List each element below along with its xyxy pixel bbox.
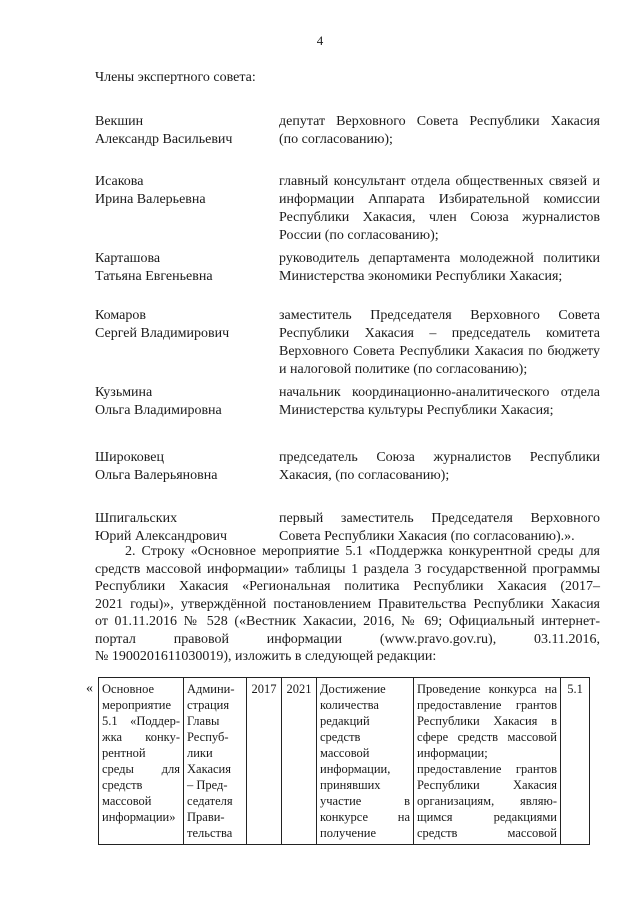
cell-line: Достижение — [320, 682, 386, 696]
cell-link: 5.1 — [561, 678, 590, 845]
member-role-line: руководитель департамента молодежной политики — [279, 251, 600, 266]
cell-line: седателя — [187, 794, 233, 808]
cell-line: среды для — [102, 762, 180, 776]
cell-line: информации» — [102, 810, 176, 824]
cell-line: страция — [187, 698, 230, 712]
member-surname: Исакова — [95, 174, 144, 189]
cell-line: средств массовой — [417, 826, 557, 840]
cell-line: лики — [187, 746, 213, 760]
member-name — [95, 250, 275, 286]
table-row — [99, 678, 590, 845]
member-name — [95, 173, 275, 209]
member-given-name: Юрий Александрович — [95, 529, 227, 544]
cell-main-directions — [414, 678, 561, 845]
cell-line: организациям, являю- — [417, 794, 557, 808]
member-role-line: Совета Республики Хакасия (по согласованию).». — [279, 529, 575, 544]
member-given-name: Сергей Владимирович — [95, 326, 230, 341]
member-surname: Шпигальских — [95, 511, 178, 526]
member-role — [279, 173, 600, 245]
cell-line: Республики Хакасия — [417, 778, 557, 792]
member-role-line: первый заместитель Председателя Верховного — [279, 511, 600, 526]
cell-line: принявших — [320, 778, 381, 792]
member-role-line: России (по согласованию); — [279, 228, 439, 243]
member-name — [95, 113, 275, 149]
member-role-line: Министерства культуры Республики Хакасия; — [279, 403, 554, 418]
cell-line: предоставление грантов — [417, 698, 557, 712]
cell-event-name — [99, 678, 184, 845]
instruction-line: 2021 годы)», утверждённой постановлением Правительства Республики Хакасия — [95, 596, 600, 612]
cell-line: редакций — [320, 714, 370, 728]
member-given-name: Ирина Валерьевна — [95, 192, 206, 207]
member-role-line: и налоговой политике (по согласованию); — [279, 362, 528, 377]
cell-line: Респуб- — [187, 730, 229, 744]
cell-line: сфере средств массовой — [417, 730, 557, 744]
cell-end-year: 2021 — [282, 678, 317, 845]
member-role — [279, 250, 600, 286]
member-role-line: Верховного Совета Республики Хакасия по бюджету — [279, 344, 600, 359]
cell-line: – Пред- — [187, 778, 228, 792]
cell-line: средств — [320, 730, 361, 744]
cell-line: рентной — [102, 746, 146, 760]
member-role-line: начальник координационно-аналитического отдела — [279, 385, 600, 400]
member-given-name: Александр Васильевич — [95, 132, 233, 147]
cell-line: Республики Хакасия в — [417, 714, 557, 728]
cell-line: получение — [320, 826, 377, 840]
member-role-line: (по согласованию); — [279, 132, 393, 147]
cell-expected-result — [317, 678, 414, 845]
cell-line: массовой — [102, 794, 152, 808]
cell-start-year: 2017 — [247, 678, 282, 845]
member-given-name: Ольга Валерьяновна — [95, 468, 218, 483]
member-name — [95, 307, 275, 343]
cell-line: массовой — [320, 746, 370, 760]
section-title: Члены экспертного совета: — [95, 70, 256, 85]
member-role-line: главный консультант отдела общественных связей и — [279, 174, 600, 189]
cell-line: мероприятие — [102, 698, 172, 712]
cell-line: щимся редакциями — [417, 810, 557, 824]
cell-line: Основное — [102, 682, 155, 696]
cell-line: Проведение конкурса на — [417, 682, 557, 696]
cell-line: Прави- — [187, 810, 225, 824]
cell-line: жка конку- — [102, 730, 180, 744]
member-surname: Карташова — [95, 251, 161, 266]
cell-line: информации; — [417, 746, 488, 760]
cell-responsible — [184, 678, 247, 845]
member-role-line: председатель Союза журналистов Республики — [279, 450, 600, 465]
instruction-line: от 01.11.2016 № 528 («Вестник Хакасии, 2016, № 69; Официальный интернет- — [95, 614, 600, 629]
member-role-line: Министерства экономики Республики Хакасия; — [279, 269, 563, 284]
cell-line: количества — [320, 698, 379, 712]
cell-line: 5.1 «Поддер- — [102, 714, 180, 728]
cell-line: тельства — [187, 826, 233, 840]
member-name — [95, 384, 275, 420]
member-role — [279, 510, 600, 546]
member-surname: Векшин — [95, 114, 144, 129]
member-role-line: заместитель Председателя Верховного Совета — [279, 308, 600, 323]
cell-line: Админи- — [187, 682, 235, 696]
member-name — [95, 449, 275, 485]
member-role — [279, 384, 600, 420]
member-role-line: Хакасия, (по согласованию); — [279, 468, 450, 483]
member-name — [95, 510, 275, 546]
cell-line: предоставление грантов — [417, 762, 557, 776]
cell-line: участие в — [320, 794, 410, 808]
member-role-line: Республики Хакасия, член Союза журналистов — [279, 210, 600, 225]
cell-line: средств — [102, 778, 143, 792]
cell-line: Хакасия — [187, 762, 231, 776]
instruction-line: средств массовой информации» таблицы 1 раздела 3 государственной программы — [95, 561, 600, 577]
cell-line: информации, — [320, 762, 391, 776]
cell-line: Главы — [187, 714, 220, 728]
open-quote: « — [86, 681, 93, 696]
instruction-paragraph — [95, 543, 600, 666]
instruction-line: портал правовой информации (www.pravo.gov.ru), 03.11.2016, — [95, 631, 600, 647]
member-role-line: Республики Хакасия – председатель комитета — [279, 326, 600, 341]
member-surname: Кузьмина — [95, 385, 153, 400]
member-surname: Широковец — [95, 450, 164, 465]
member-given-name: Ольга Владимировна — [95, 403, 222, 418]
cell-line: конкурсе на — [320, 810, 410, 824]
instruction-line: 2. Строку «Основное мероприятие 5.1 «Поддержка конкурентной среды для — [125, 544, 600, 559]
instruction-line: Республики Хакасия «Региональная политика Республики Хакасия (2017– — [95, 579, 600, 594]
program-table — [98, 677, 590, 845]
member-surname: Комаров — [95, 308, 146, 323]
member-role-line: информации Аппарата Избирательной комиссии — [279, 192, 600, 207]
member-role — [279, 307, 600, 379]
member-role — [279, 449, 600, 485]
member-role-line: депутат Верховного Совета Республики Хакасия — [279, 114, 600, 129]
member-given-name: Татьяна Евгеньевна — [95, 269, 213, 284]
page-number: 4 — [316, 33, 324, 48]
instruction-line: № 1900201611030019), изложить в следующей редакции: — [95, 649, 437, 664]
member-role — [279, 113, 600, 149]
